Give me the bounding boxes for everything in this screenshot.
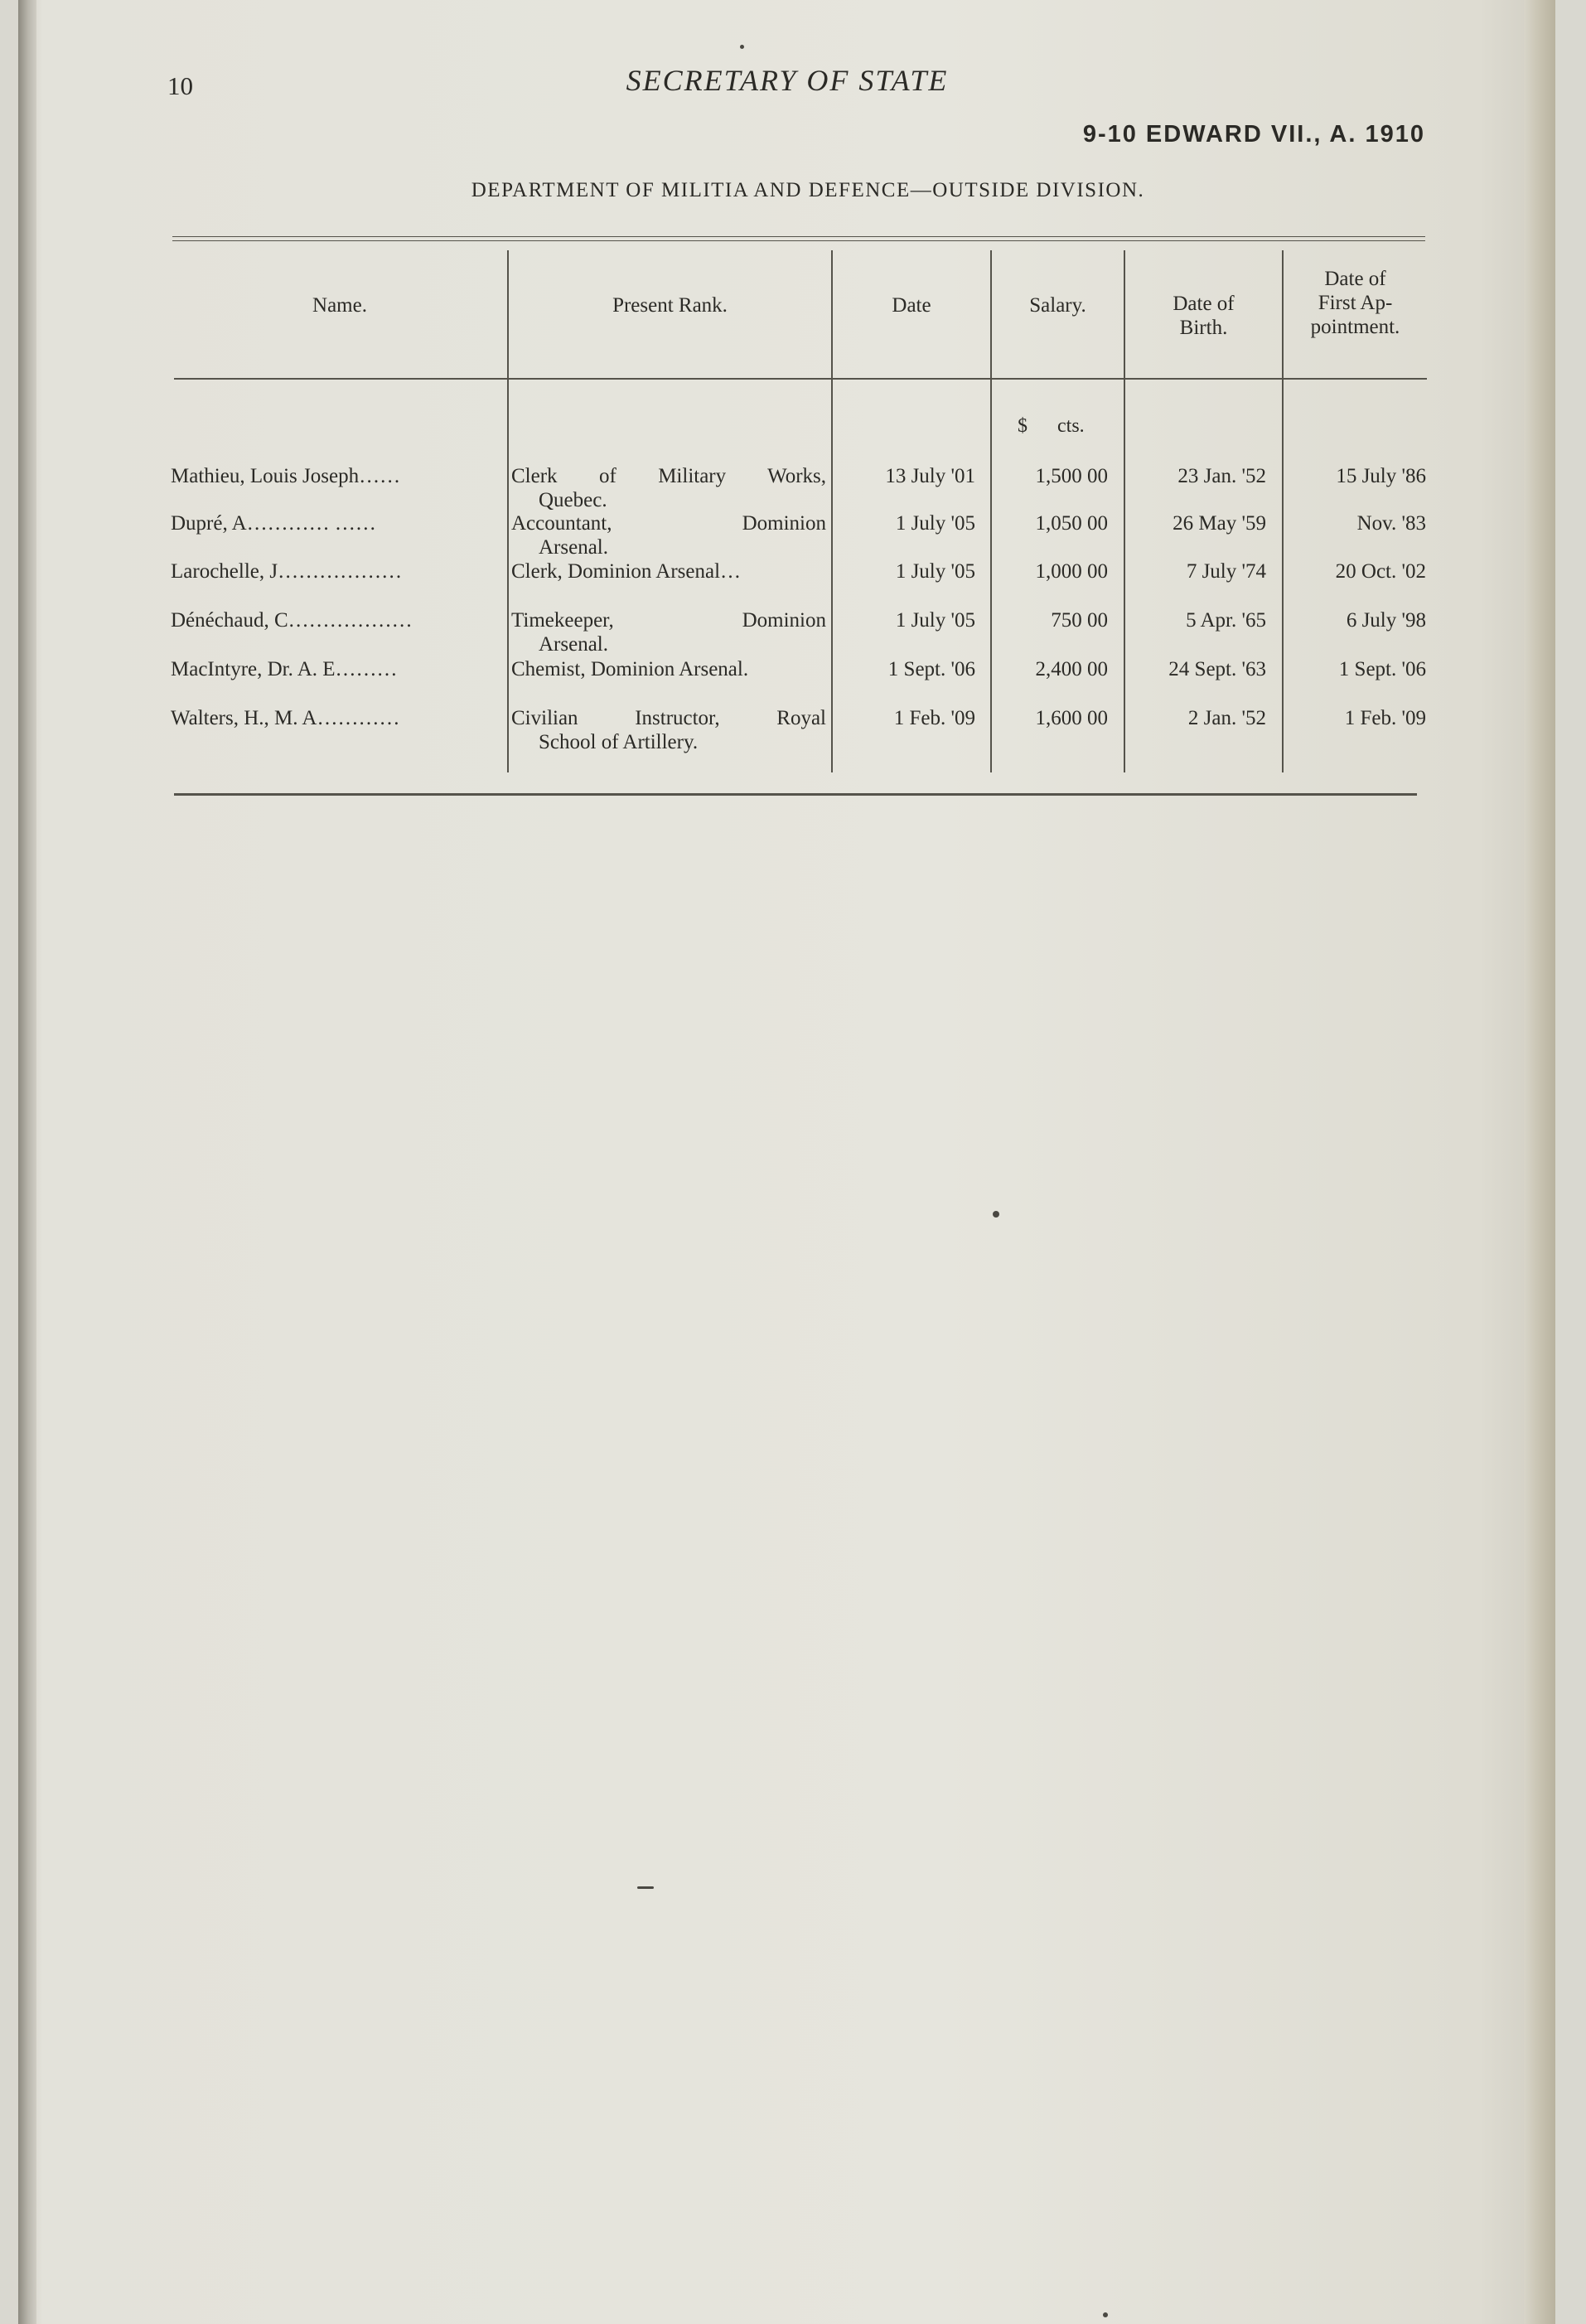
- department-title: DEPARTMENT OF MILITIA AND DEFENCE—OUTSIDE DIVISION.: [471, 179, 1145, 201]
- paper-speck: [637, 1886, 654, 1889]
- cell-birth: 2 Jan. '52: [1187, 707, 1266, 729]
- cell-birth: 5 Apr. '65: [1186, 609, 1266, 632]
- session-label: 9-10 EDWARD VII., A. 1910: [1082, 121, 1425, 148]
- cell-name: Dénéchaud, C………………: [171, 609, 413, 632]
- page-edge-shadow: [1524, 0, 1555, 2324]
- cell-date: 13 July '01: [885, 465, 975, 487]
- rank-line-1: Timekeeper, Dominion: [511, 609, 826, 632]
- column-divider: [507, 250, 509, 772]
- cell-salary: 1,050 00: [1035, 512, 1108, 535]
- cell-date: 1 Feb. '09: [893, 707, 975, 729]
- cell-birth: 24 Sept. '63: [1168, 658, 1266, 680]
- cell-birth: 26 May '59: [1173, 512, 1266, 535]
- cell-birth: 7 July '74: [1186, 560, 1266, 583]
- rank-line-1: Civilian Instructor, Royal: [511, 707, 826, 729]
- cell-first-appointment: 20 Oct. '02: [1335, 560, 1426, 583]
- cell-date: 1 July '05: [895, 512, 975, 535]
- cell-salary: 2,400 00: [1035, 658, 1108, 680]
- rank-line-1: Clerk of Military Works,: [511, 465, 826, 487]
- header-birth-line-2: Birth.: [1179, 317, 1228, 339]
- page-title: SECRETARY OF STATE: [626, 64, 949, 97]
- cell-name: Dupré, A………… ……: [171, 512, 376, 535]
- cell-salary: 1,000 00: [1035, 560, 1108, 583]
- cell-rank: [511, 706, 826, 754]
- rank-line-2: Arsenal.: [539, 536, 608, 559]
- cell-rank: [511, 511, 826, 559]
- cell-rank: [511, 657, 826, 681]
- header-date-of-first-appointment: [1284, 267, 1427, 339]
- cell-name: MacIntyre, Dr. A. E………: [171, 658, 398, 680]
- header-date-of-birth: [1125, 292, 1282, 340]
- cell-first-appointment: 6 July '98: [1346, 609, 1426, 632]
- page-spine-shadow: [18, 0, 36, 2324]
- cell-birth: 23 Jan. '52: [1177, 465, 1266, 487]
- cell-date: 1 Sept. '06: [887, 658, 975, 680]
- book-page: [18, 0, 1555, 2324]
- cell-name: Larochelle, J………………: [171, 560, 403, 583]
- header-date: Date: [892, 294, 931, 317]
- header-bottom-rule: [174, 378, 1427, 380]
- cell-salary: 1,600 00: [1035, 707, 1108, 729]
- cell-rank: [511, 608, 826, 656]
- cell-salary: 750 00: [1051, 609, 1108, 632]
- cell-first-appointment: 1 Feb. '09: [1344, 707, 1426, 729]
- cell-name: Walters, H., M. A…………: [171, 707, 400, 729]
- header-birth-line-1: Date of: [1173, 293, 1235, 315]
- table-top-rule: [172, 236, 1425, 237]
- rank-line-2: Arsenal.: [539, 633, 608, 656]
- cell-first-appointment: 15 July '86: [1336, 465, 1426, 487]
- table-top-rule-2: [172, 240, 1425, 241]
- rank-line-1: Accountant, Dominion: [511, 512, 826, 535]
- page-number: 10: [167, 71, 193, 100]
- rank-line-1: Clerk, Dominion Arsenal…: [511, 560, 742, 583]
- cell-first-appointment: 1 Sept. '06: [1338, 658, 1426, 680]
- header-first-line-3: pointment.: [1310, 316, 1400, 338]
- rank-line-2: Quebec.: [539, 489, 607, 511]
- header-first-line-2: First Ap-: [1318, 292, 1393, 314]
- cell-first-appointment: Nov. '83: [1356, 512, 1426, 535]
- cell-name: Mathieu, Louis Joseph……: [171, 465, 401, 487]
- salary-units: $ cts.: [1018, 415, 1085, 437]
- paper-speck: [993, 1211, 999, 1218]
- paper-speck: [740, 45, 744, 49]
- cell-date: 1 July '05: [895, 609, 975, 632]
- header-present-rank: Present Rank.: [612, 294, 728, 317]
- rank-line-2: School of Artillery.: [539, 731, 699, 753]
- cell-rank: [511, 464, 826, 512]
- table-bottom-rule: [174, 793, 1417, 796]
- paper-speck: [1103, 2312, 1108, 2317]
- header-name: Name.: [312, 294, 367, 317]
- header-salary: Salary.: [1029, 294, 1086, 317]
- header-first-line-1: Date of: [1324, 268, 1386, 290]
- cell-salary: 1,500 00: [1035, 465, 1108, 487]
- cell-rank: [511, 559, 826, 583]
- cell-date: 1 July '05: [895, 560, 975, 583]
- rank-line-1: Chemist, Dominion Arsenal.: [511, 658, 749, 680]
